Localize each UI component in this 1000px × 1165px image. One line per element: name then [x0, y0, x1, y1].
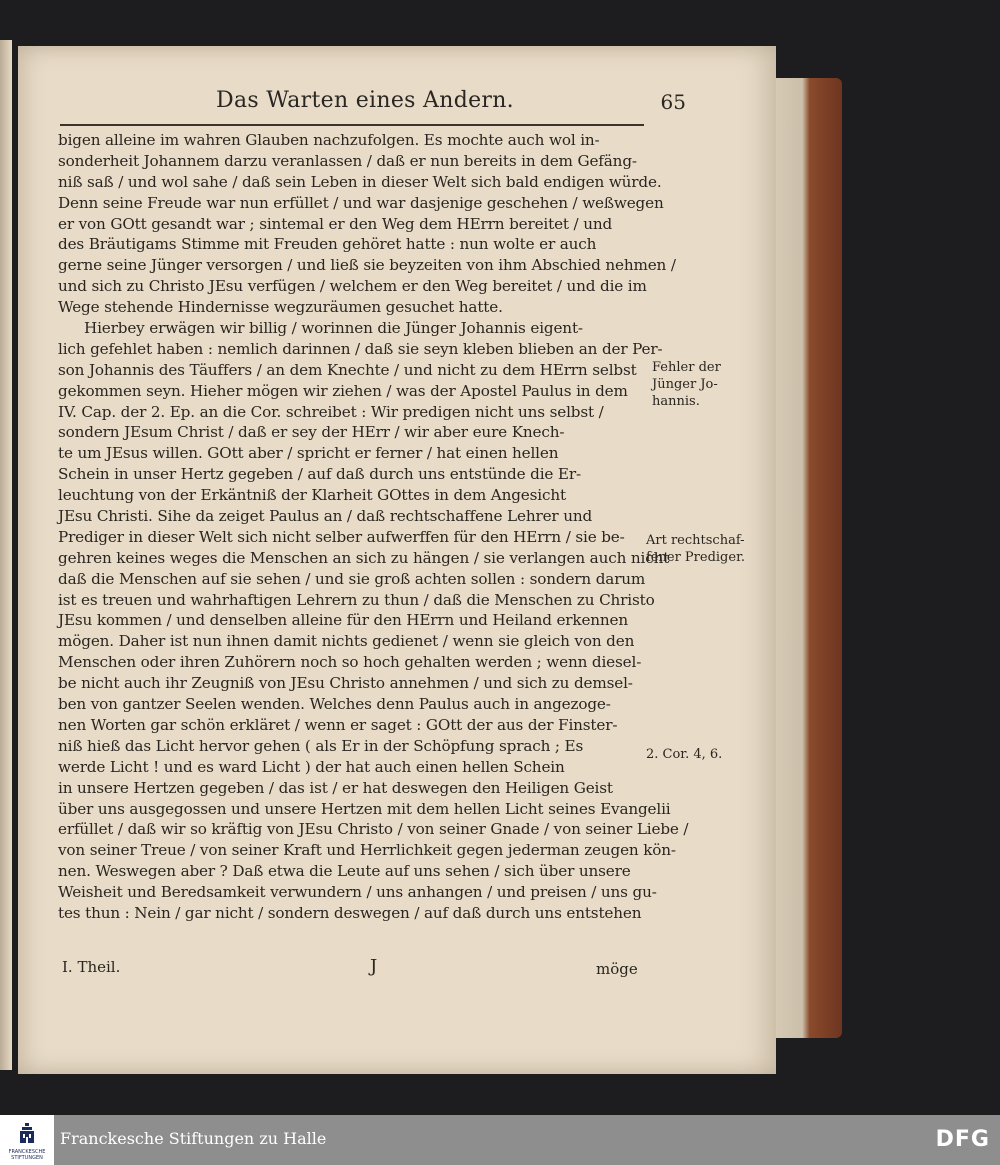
- text-line: nen. Weswegen aber ? Daß etwa die Leute auf uns sehen / sich über unsere: [58, 862, 631, 881]
- page-header: [58, 86, 686, 126]
- text-line: gehren keines weges die Menschen an sich zu hängen / sie verlangen auch nicht: [58, 548, 670, 567]
- institution-name[interactable]: Franckesche Stiftungen zu Halle: [60, 1129, 327, 1148]
- text-line: ist es treuen und wahrhaftigen Lehrern zu thun / daß die Menschen zu Christo: [58, 590, 655, 609]
- institution-logo-icon: [19, 1123, 35, 1143]
- text-line: tes thun : Nein / gar nicht / sondern deswegen / auf daß durch uns entstehen: [58, 903, 642, 922]
- text-line: lich gefehlet haben : nemlich darinnen / daß sie seyn kleben blieben an der Per-: [58, 339, 663, 358]
- margin-note-fehler: [652, 359, 721, 410]
- text-line: leuchtung von der Erkäntniß der Klarheit GOttes in dem Angesicht: [58, 486, 566, 505]
- margin-note-line: hannis.: [652, 394, 700, 409]
- text-line: Schein in unser Hertz gegeben / auf daß durch uns entstünde die Er-: [58, 465, 581, 484]
- text-line: er von GOtt gesandt war ; sintemal er den Weg dem HErrn bereitet / und: [58, 214, 613, 233]
- institution-logo[interactable]: [0, 1115, 54, 1165]
- footer-catchword: möge: [596, 960, 638, 978]
- text-line: Wege stehende Hindernisse wegzuräumen gesuchet hatte.: [58, 298, 503, 317]
- text-line: gerne seine Jünger versorgen / und ließ sie beyzeiten von ihm Abschied nehmen /: [58, 256, 676, 275]
- footer-signature: J: [370, 956, 378, 977]
- text-line: und sich zu Christo JEsu verfügen / welchem er den Weg bereitet / und die im: [58, 277, 647, 296]
- text-line: in unsere Hertzen gegeben / das ist / er hat deswegen den Heiligen Geist: [58, 778, 613, 797]
- text-line: sondern JEsum Christ / daß er sey der HErr / wir aber eure Knech-: [58, 423, 565, 442]
- dfg-logo[interactable]: DFG: [935, 1127, 990, 1152]
- book-fore-edge: [770, 78, 842, 1038]
- text-line: Menschen oder ihren Zuhörern noch so hoch gehalten werden ; wenn diesel-: [58, 653, 642, 672]
- left-page-edge: [0, 40, 12, 1070]
- text-line: niß saß / und wol sahe / daß sein Leben in dieser Welt sich bald endigen würde.: [58, 172, 662, 191]
- viewer-bottom-bar: [0, 1115, 1000, 1165]
- text-line: daß die Menschen auf sie sehen / und sie groß achten sollen : sondern darum: [58, 569, 646, 588]
- text-line: IV. Cap. der 2. Ep. an die Cor. schreibet : Wir predigen nicht uns selbst /: [58, 402, 604, 421]
- text-line: bigen alleine im wahren Glauben nachzufolgen. Es mochte auch wol in-: [58, 131, 600, 149]
- logo-text: FRANCKESCHE STIFTUNGEN: [8, 1149, 46, 1161]
- text-line: über uns ausgegossen und unsere Hertzen mit dem hellen Licht seines Evangelii: [58, 799, 671, 818]
- page-number: 65: [660, 90, 686, 114]
- margin-note-line: Jünger Jo-: [652, 377, 718, 392]
- margin-note-line: Art rechtschaf-: [646, 533, 745, 548]
- margin-note-reference: 2. Cor. 4, 6.: [646, 747, 723, 762]
- margin-note-line: Fehler der: [652, 360, 721, 375]
- text-line: Prediger in dieser Welt sich nicht selber aufwerffen für den HErrn / sie be-: [58, 527, 625, 546]
- margin-note-prediger: [646, 532, 745, 566]
- text-line: werde Licht ! und es ward Licht ) der hat auch einen hellen Schein: [58, 757, 565, 776]
- margin-note-line: fener Prediger.: [646, 550, 745, 565]
- text-line: von seiner Treue / von seiner Kraft und Herrlichkeit gegen jederman zeugen kön-: [58, 841, 676, 860]
- text-line: son Johannis des Täuffers / an dem Knechte / und nicht zu dem HErrn selbst: [58, 360, 637, 379]
- text-line: JEsu Christi. Sihe da zeiget Paulus an / daß rechtschaffene Lehrer und: [58, 507, 593, 526]
- text-line: niß hieß das Licht hervor gehen ( als Er in der Schöpfung sprach ; Es: [58, 736, 584, 755]
- text-line: nen Worten gar schön erkläret / wenn er saget : GOtt der aus der Finster-: [58, 715, 618, 734]
- footer-volume: I. Theil.: [62, 958, 121, 976]
- running-title: Das Warten eines Andern.: [216, 88, 514, 113]
- header-rule: [60, 124, 644, 126]
- text-line: JEsu kommen / und denselben alleine für den HErrn und Heiland erkennen: [58, 611, 629, 630]
- book-page: [18, 46, 776, 1074]
- text-line: des Bräutigams Stimme mit Freuden gehöret hatte : nun wolte er auch: [58, 235, 597, 254]
- text-line: Hierbey erwägen wir billig / worinnen die Jünger Johannis eigent-: [84, 319, 583, 338]
- text-line: mögen. Daher ist nun ihnen damit nichts gedienet / wenn sie gleich von den: [58, 632, 635, 651]
- text-line: sonderheit Johannem darzu veranlassen / daß er nun bereits in dem Gefäng-: [58, 151, 637, 170]
- text-line: Denn seine Freude war nun erfüllet / und war dasjenige geschehen / weßwegen: [58, 193, 664, 212]
- text-line: te um JEsus willen. GOtt aber / spricht er ferner / hat einen hellen: [58, 444, 559, 463]
- text-line: ben von gantzer Seelen wenden. Welches denn Paulus auch in angezoge-: [58, 695, 611, 714]
- text-line: Weisheit und Beredsamkeit verwundern / uns anhangen / und preisen / uns gu-: [58, 883, 657, 902]
- text-line: erfüllet / daß wir so kräftig von JEsu Christo / von seiner Gnade / von seiner Liebe /: [58, 820, 689, 839]
- text-line: gekommen seyn. Hieher mögen wir ziehen / was der Apostel Paulus in dem: [58, 381, 628, 400]
- text-line: be nicht auch ihr Zeugniß von JEsu Christo annehmen / und sich zu demsel-: [58, 674, 633, 693]
